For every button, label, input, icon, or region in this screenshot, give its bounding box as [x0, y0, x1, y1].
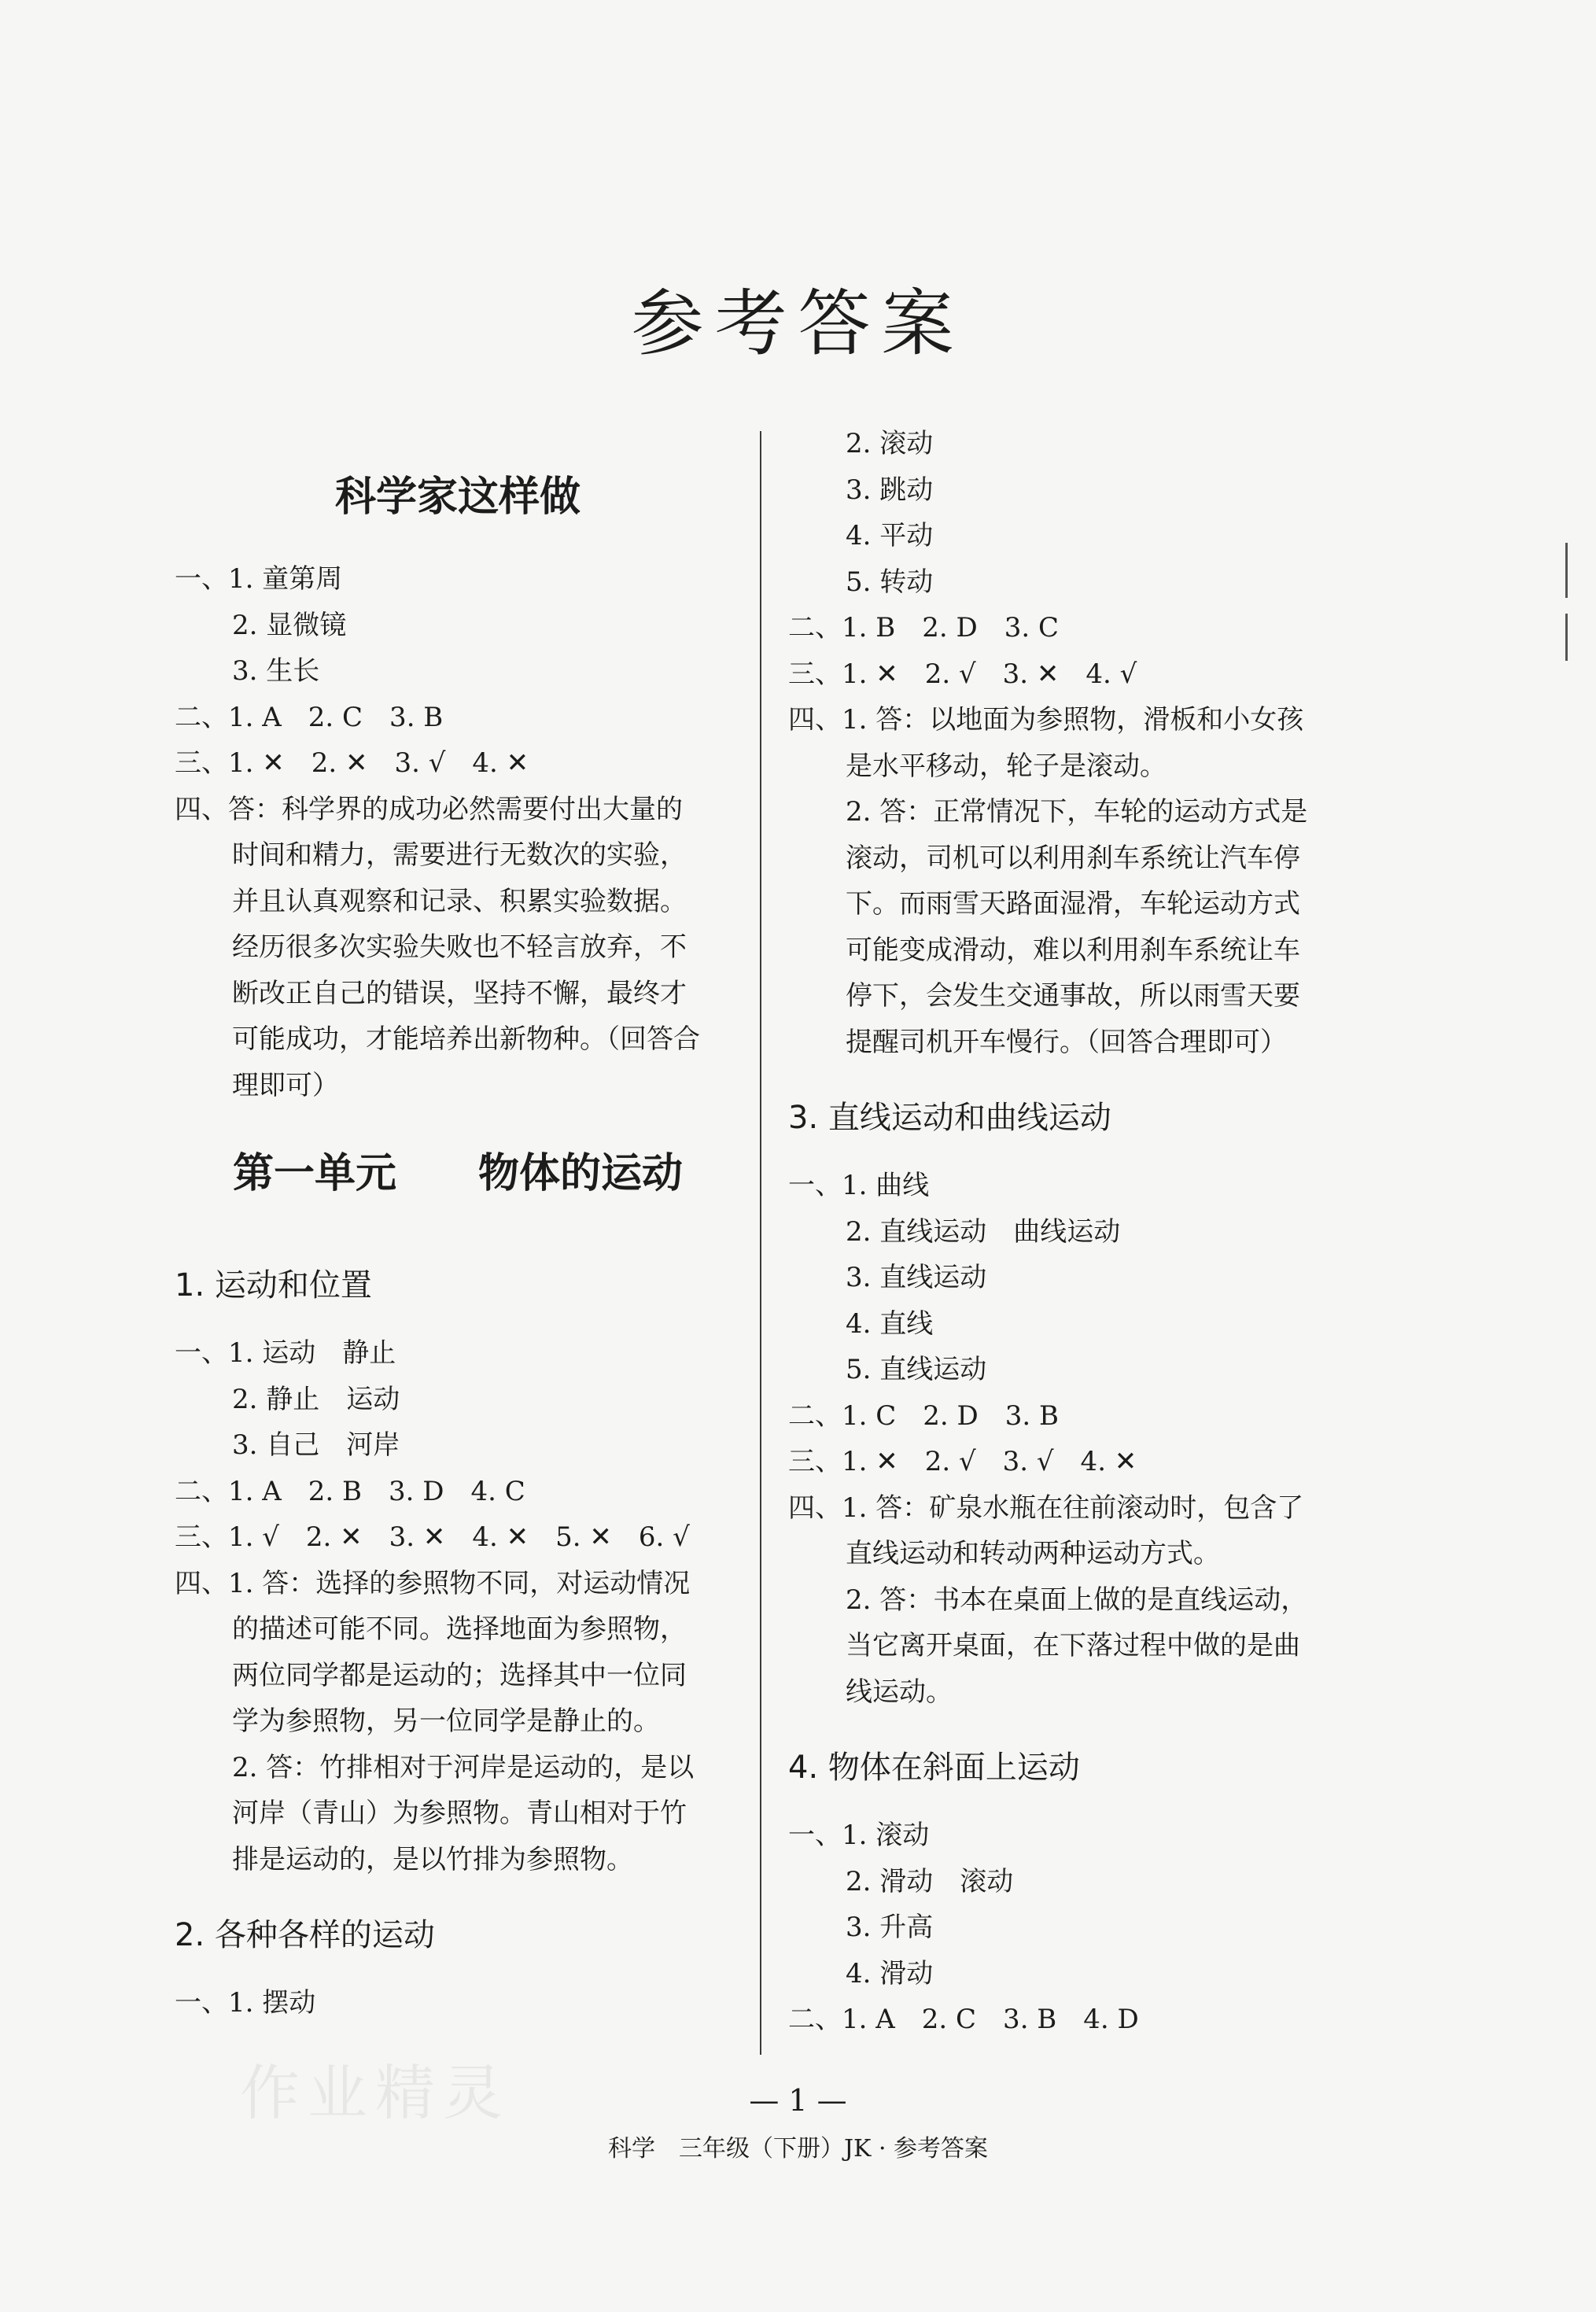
- answer-line: 2. 静止 运动: [232, 1383, 400, 1415]
- footer-caption: 科学 三年级（下册）JK · 参考答案: [607, 2135, 989, 2163]
- answer-line: 可能成功，才能培养出新物种。（回答合: [232, 1023, 700, 1055]
- section-heading: 第一单元 物体的运动: [232, 1150, 683, 1197]
- answer-line: 四、1. 答：矿泉水瓶在往前滚动时，包含了: [788, 1492, 1304, 1524]
- answer-line: 理即可）: [232, 1069, 339, 1101]
- answer-line: 四、答：科学界的成功必然需要付出大量的: [175, 793, 683, 825]
- answer-line: 停下，会发生交通事故，所以雨雪天要: [846, 980, 1300, 1012]
- answer-line: 3. 升高: [846, 1912, 934, 1943]
- section-heading: 科学家这样做: [334, 474, 581, 521]
- answer-line: 并且认真观察和记录、积累实验数据。: [232, 885, 687, 917]
- answer-line: 经历很多次实验失败也不轻言放弃，不: [232, 931, 687, 963]
- subsection-heading: 1. 运动和位置: [175, 1267, 372, 1303]
- answer-line: 2. 滑动 滚动: [846, 1865, 1014, 1897]
- answer-line: 三、1. ✕ 2. √ 3. √ 4. ✕: [788, 1446, 1137, 1477]
- answer-line: 四、1. 答：以地面为参照物，滑板和小女孩: [788, 704, 1304, 736]
- answer-line: 四、1. 答：选择的参照物不同，对运动情况: [175, 1567, 691, 1599]
- answer-line: 一、1. 曲线: [788, 1170, 930, 1201]
- answer-line: 2. 答：书本在桌面上做的是直线运动，: [846, 1584, 1308, 1616]
- answer-line: 一、1. 运动 静止: [175, 1337, 396, 1369]
- answer-line: 4. 滑动: [846, 1957, 934, 1989]
- answer-line: 排是运动的，是以竹排为参照物。: [232, 1843, 633, 1875]
- answer-line: 是水平移动，轮子是滚动。: [846, 750, 1167, 782]
- answer-line: 河岸（青山）为参照物。青山相对于竹: [232, 1798, 687, 1829]
- edge-mark: [1565, 614, 1568, 661]
- answer-line: 提醒司机开车慢行。（回答合理即可）: [846, 1026, 1287, 1058]
- answer-line: 2. 答：竹排相对于河岸是运动的，是以: [232, 1751, 695, 1783]
- answer-line: 一、1. 摆动: [175, 1987, 316, 2019]
- answer-line: 两位同学都是运动的；选择其中一位同: [232, 1659, 687, 1691]
- answer-line: 5. 直线运动: [846, 1354, 987, 1385]
- answer-line: 3. 直线运动: [846, 1262, 987, 1293]
- edge-mark: [1565, 543, 1568, 598]
- answer-line: 3. 生长: [232, 655, 320, 687]
- subsection-heading: 2. 各种各样的运动: [175, 1917, 435, 1953]
- answer-line: 3. 跳动: [846, 474, 934, 506]
- answer-line: 三、1. ✕ 2. ✕ 3. √ 4. ✕: [175, 747, 529, 779]
- answer-line: 4. 直线: [846, 1307, 934, 1340]
- watermark: 作业精灵: [240, 2058, 510, 2128]
- page-title: 参考答案: [631, 282, 965, 366]
- answer-line: 直线运动和转动两种运动方式。: [846, 1538, 1220, 1569]
- answer-line: 断改正自己的错误，坚持不懈，最终才: [232, 977, 687, 1009]
- answer-line: 5. 转动: [846, 566, 934, 598]
- subsection-heading: 3. 直线运动和曲线运动: [788, 1100, 1111, 1136]
- answer-line: 二、1. A 2. B 3. D 4. C: [175, 1475, 525, 1507]
- answer-line: 2. 显微镜: [232, 609, 347, 641]
- answer-line: 二、1. A 2. C 3. B 4. D: [788, 2004, 1139, 2035]
- answer-line: 三、1. √ 2. ✕ 3. ✕ 4. ✕ 5. ✕ 6. √: [175, 1521, 690, 1553]
- answer-line: 2. 答：正常情况下，车轮的运动方式是: [846, 796, 1308, 828]
- answer-line: 下。而雨雪天路面湿滑，车轮运动方式: [846, 888, 1300, 920]
- subsection-heading: 4. 物体在斜面上运动: [788, 1750, 1080, 1786]
- answer-line: 三、1. ✕ 2. √ 3. ✕ 4. √: [788, 658, 1137, 690]
- answer-line: 二、1. C 2. D 3. B: [788, 1399, 1060, 1432]
- answer-line: 2. 直线运动 曲线运动: [846, 1215, 1121, 1248]
- answer-line: 一、1. 滚动: [788, 1820, 930, 1851]
- answer-line: 一、1. 童第周: [175, 563, 343, 595]
- answer-line: 3. 自己 河岸: [232, 1429, 400, 1461]
- answer-line: 时间和精力，需要进行无数次的实验，: [232, 839, 687, 871]
- answer-line: 二、1. A 2. C 3. B: [175, 701, 444, 733]
- answer-line: 滚动，司机可以利用刹车系统让汽车停: [846, 842, 1300, 874]
- answer-line: 的描述可能不同。选择地面为参照物，: [232, 1613, 687, 1645]
- answer-line: 二、1. B 2. D 3. C: [788, 612, 1060, 643]
- column-divider: [760, 431, 761, 2055]
- answer-line: 4. 平动: [846, 520, 934, 551]
- page-number: — 1 —: [749, 2083, 847, 2118]
- answer-line: 当它离开桌面，在下落过程中做的是曲: [846, 1630, 1300, 1661]
- answer-line: 线运动。: [846, 1676, 953, 1708]
- answer-line: 可能变成滑动，难以利用刹车系统让车: [846, 934, 1300, 966]
- answer-line: 学为参照物，另一位同学是静止的。: [232, 1705, 660, 1737]
- answer-line: 2. 滚动: [846, 428, 934, 459]
